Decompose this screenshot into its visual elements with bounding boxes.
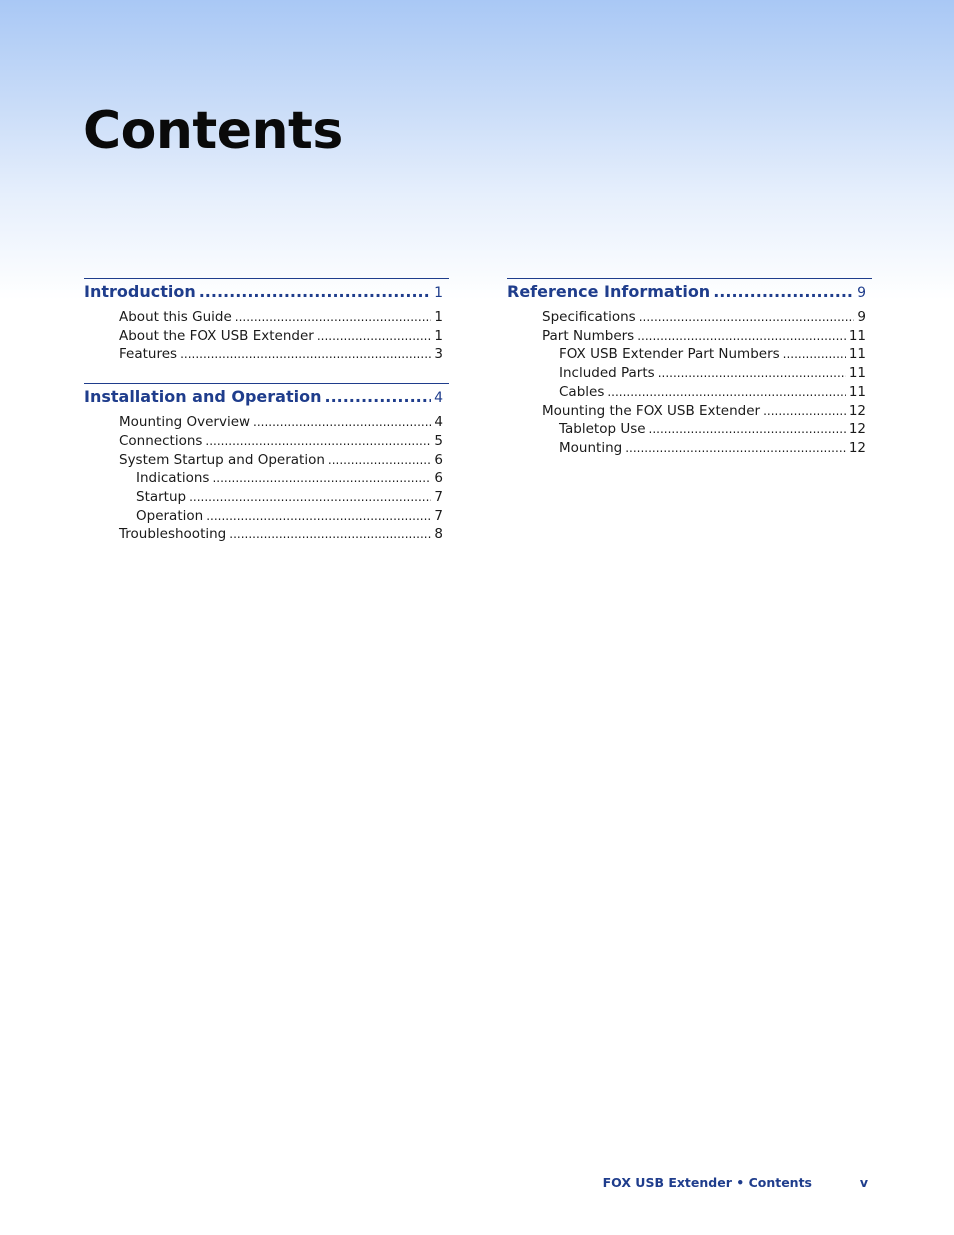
toc-entry[interactable] [507, 402, 872, 421]
toc-entry-label: Operation [136, 507, 204, 524]
toc-entry-page: 12 [848, 421, 866, 438]
toc-entry-page: 11 [848, 327, 866, 344]
toc-entry[interactable] [84, 525, 449, 544]
toc-entry-page: 7 [434, 488, 443, 505]
toc-subentry[interactable] [507, 439, 872, 458]
toc-entry-label: About this Guide [119, 309, 232, 325]
toc-section-installation [84, 383, 449, 544]
dot-leader [324, 386, 431, 407]
toc-section-heading[interactable] [84, 278, 449, 304]
toc-entry-page: 11 [848, 383, 866, 400]
toc-entry-label: Tabletop Use [559, 421, 646, 438]
toc-section-reference [507, 278, 872, 458]
toc-section-title: Installation and Operation [84, 387, 322, 407]
toc-entry-label: Part Numbers [542, 327, 635, 344]
page-title: Contents [83, 101, 343, 161]
dot-leader [212, 469, 431, 488]
toc-entry-label: Cables [559, 383, 605, 400]
toc-section-page: 9 [857, 285, 866, 301]
toc-entry[interactable] [84, 345, 449, 364]
toc-entry-label: Mounting the FOX USB Extender [542, 402, 761, 419]
dot-leader [206, 507, 431, 526]
toc-left-column [84, 278, 449, 563]
toc-entry[interactable] [507, 308, 872, 327]
toc-entry-label: FOX USB Extender Part Numbers [559, 346, 780, 363]
toc-entry-page: 1 [434, 327, 443, 344]
toc-entry[interactable] [84, 451, 449, 470]
toc-entry-page: 4 [434, 414, 443, 431]
toc-section-page: 1 [434, 285, 443, 301]
footer-doc-title: FOX USB Extender • Contents [602, 1175, 812, 1190]
toc-entry[interactable] [84, 308, 449, 327]
dot-leader [235, 308, 432, 327]
toc-entry[interactable] [507, 327, 872, 346]
toc-entry[interactable] [84, 413, 449, 432]
toc-entry-page: 11 [848, 346, 866, 363]
toc-entry-page: 6 [434, 451, 443, 468]
dot-leader [253, 413, 431, 432]
dot-leader [713, 281, 854, 302]
dot-leader [317, 327, 432, 346]
dot-leader [229, 525, 431, 544]
toc-subentry[interactable] [84, 507, 449, 526]
dot-leader [783, 345, 846, 364]
toc-right-column [507, 278, 872, 477]
toc-subentry[interactable] [507, 345, 872, 364]
toc-subentry[interactable] [84, 488, 449, 507]
toc-subentry[interactable] [507, 364, 872, 383]
dot-leader [180, 345, 431, 364]
toc-section-title: Reference Information [507, 282, 711, 301]
toc-section-introduction [84, 278, 449, 364]
toc-entry-label: Connections [119, 432, 203, 449]
toc-entry[interactable] [84, 327, 449, 346]
toc-section-title: Introduction [84, 282, 196, 301]
toc-section-page: 4 [434, 390, 443, 407]
toc-entry-label: Mounting Overview [119, 414, 251, 431]
toc-section-heading[interactable] [507, 278, 872, 304]
dot-leader [328, 451, 432, 470]
toc-entry-page: 1 [434, 309, 443, 325]
toc-entry-label: About the FOX USB Extender [119, 327, 314, 344]
toc-entry-page: 7 [434, 507, 443, 524]
dot-leader [637, 327, 846, 346]
footer-page-number: v [859, 1175, 868, 1190]
toc-entry-label: Troubleshooting [119, 526, 227, 543]
toc-entry-page: 3 [434, 346, 443, 363]
toc-entry-label: Mounting [559, 439, 623, 456]
toc-subentry[interactable] [507, 383, 872, 402]
dot-leader [763, 402, 846, 421]
toc-entry-label: Startup [136, 488, 187, 505]
dot-leader [189, 488, 431, 507]
dot-leader [205, 432, 431, 451]
dot-leader [639, 308, 855, 327]
toc-entry-page: 5 [434, 432, 443, 449]
dot-leader [199, 281, 431, 302]
toc-entry-label: Features [119, 346, 178, 363]
dot-leader [649, 420, 846, 439]
toc-entry[interactable] [84, 432, 449, 451]
dot-leader [625, 439, 846, 458]
toc-entry-page: 6 [434, 470, 443, 487]
toc-subentry[interactable] [84, 469, 449, 488]
toc-subentry[interactable] [507, 420, 872, 439]
toc-entry-label: Indications [136, 470, 210, 487]
dot-leader [607, 383, 845, 402]
toc-section-heading[interactable] [84, 383, 449, 409]
toc-entry-page: 12 [848, 439, 866, 456]
toc-entry-page: 8 [434, 526, 443, 543]
toc-entry-label: Included Parts [559, 365, 655, 382]
toc-entry-label: Specifications [542, 309, 636, 325]
toc-entry-page: 11 [848, 365, 866, 382]
toc-entry-page: 12 [848, 402, 866, 419]
dot-leader [658, 364, 846, 383]
toc-entry-page: 9 [857, 309, 866, 325]
toc-entry-label: System Startup and Operation [119, 451, 325, 468]
